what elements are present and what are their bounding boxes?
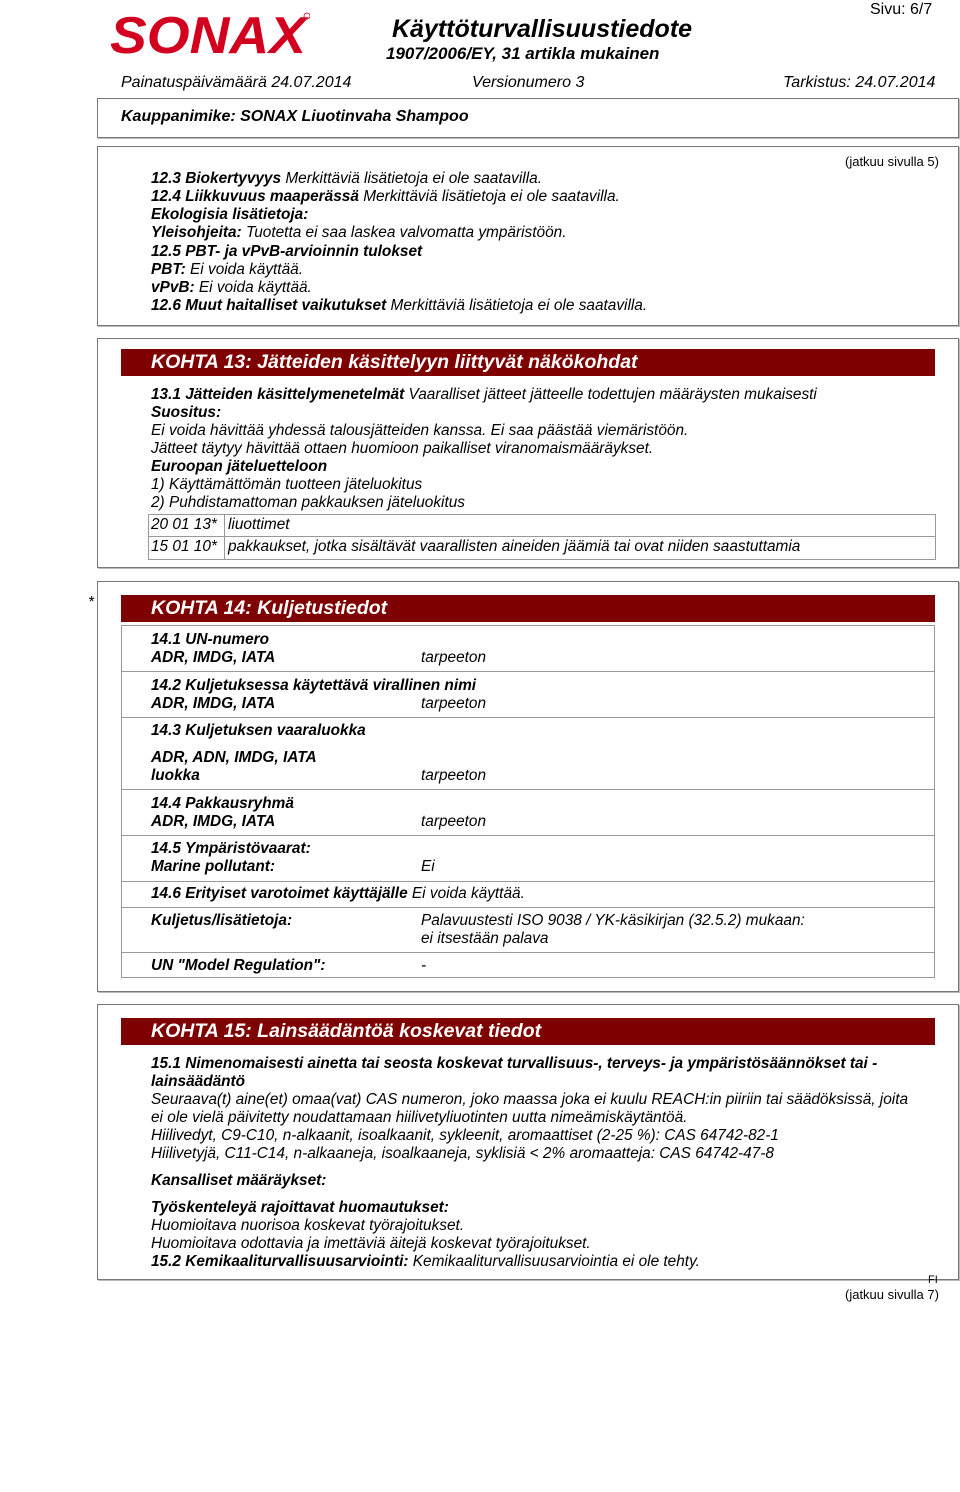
- env-hazards-title: 14.5 Ympäristövaarat:: [151, 840, 311, 857]
- un-number-title: 14.1 UN-numero: [151, 631, 270, 648]
- s12-pbt: PBT: Ei voida käyttää.: [151, 261, 303, 278]
- transport-info-value-2: ei itsestään palava: [421, 930, 549, 947]
- packing-group-title: 14.4 Pakkausryhmä: [151, 795, 294, 812]
- revision-date: Tarkistus: 24.07.2014: [783, 74, 936, 91]
- hazard-class-value: tarpeeton: [421, 767, 487, 784]
- waste-code: 20 01 13*: [151, 516, 217, 533]
- s13-local-regulations: Jätteet täytyy hävittää ottaen huomioon paikalliset viranomaismääräykset.: [151, 440, 654, 457]
- un-number-value: tarpeeton: [421, 649, 487, 666]
- s13-uncleaned-packaging: 2) Puhdistamattoman pakkauksen jäteluokitus: [151, 494, 465, 511]
- divider: [121, 952, 935, 953]
- s13-disposal-methods: 13.1 Jätteiden käsittelymenetelmät Vaaralliset jätteet jätteelle todettujen määräysten mukaisesti: [151, 386, 817, 403]
- s12-vpvb: vPvB: Ei voida käyttää.: [151, 279, 312, 296]
- special-precautions: 14.6 Erityiset varotoimet käyttäjälle Ei voida käyttää.: [151, 885, 525, 902]
- divider: [121, 881, 935, 882]
- packing-group-label: ADR, IMDG, IATA: [151, 813, 276, 830]
- un-model-regulation-label: UN "Model Regulation":: [151, 957, 326, 974]
- divider: [121, 717, 935, 718]
- language-code: FI: [928, 1274, 938, 1286]
- s15-regulations-heading: 15.1 Nimenomaisesti ainetta tai seosta koskevat turvallisuus-, terveys- ja ympäristösäännökset tai -: [151, 1055, 878, 1072]
- s15-cas-note: Seuraava(t) aine(et) omaa(vat) CAS numeron, joko maassa joka ei kuulu REACH:in piiriin tai säädöksissä, joita: [151, 1091, 909, 1108]
- s12-bioaccumulation: 12.3 Biokertyvyys Merkittäviä lisätietoja ei ole saatavilla.: [151, 170, 542, 187]
- changed-marker: *: [88, 594, 94, 611]
- trade-name: Kauppanimike: SONAX Liuotinvaha Shampoo: [121, 108, 469, 125]
- transport-info-value: Palavuustesti ISO 9038 / YK-käsikirjan (32.5.2) mukaan:: [421, 912, 805, 929]
- shipping-name-label: ADR, IMDG, IATA: [151, 695, 276, 712]
- s12-pbt-heading: 12.5 PBT- ja vPvB-arvioinnin tulokset: [151, 243, 423, 260]
- document-subtitle: 1907/2006/EY, 31 artikla mukainen: [386, 44, 660, 63]
- hazard-class-title: 14.3 Kuljetuksen vaaraluokka: [151, 722, 366, 739]
- s12-other-effects: 12.6 Muut haitalliset vaikutukset Merkittäviä lisätietoja ei ole saatavilla.: [151, 297, 648, 314]
- divider: [121, 907, 935, 908]
- page-number: Sivu: 6/7: [870, 1, 933, 18]
- s13-eu-waste-list: Euroopan jäteluetteloon: [151, 458, 328, 475]
- document-title: Käyttöturvallisuustiedote: [392, 15, 693, 43]
- section-15-banner: KOHTA 15: Lainsäädäntöä koskevat tiedot: [121, 1018, 935, 1045]
- continued-from: (jatkuu sivulla 5): [845, 154, 939, 169]
- waste-description: liuottimet: [228, 516, 290, 533]
- divider: [121, 671, 935, 672]
- s15-chemical-safety: 15.2 Kemikaaliturvallisuusarviointi: Kemikaaliturvallisuusarviointia ei ole tehty.: [151, 1253, 700, 1270]
- divider: [121, 789, 935, 790]
- s15-substance-1: Hiilivedyt, C9-C10, n-alkaanit, isoalkaanit, sykleenit, aromaattiset (2-25 %): CAS 64742-82-1: [151, 1127, 779, 1144]
- s13-no-household: Ei voida hävittää yhdessä talousjätteiden kanssa. Ei saa päästää viemäristöön.: [151, 422, 689, 439]
- table-column-divider: [224, 514, 225, 560]
- transport-info-label: Kuljetus/lisätietoja:: [151, 912, 293, 929]
- continued-on: (jatkuu sivulla 7): [845, 1287, 939, 1302]
- marine-pollutant-value: Ei: [421, 858, 435, 875]
- shipping-name-value: tarpeeton: [421, 695, 487, 712]
- print-date: Painatuspäivämäärä 24.07.2014: [121, 74, 352, 91]
- un-model-regulation-value: -: [421, 957, 427, 974]
- waste-description: pakkaukset, jotka sisältävät vaarallisten aineiden jäämiä tai ovat niiden saastuttamia: [228, 538, 801, 555]
- s15-youth-restrictions: Huomioitava nuorisoa koskevat työrajoitukset.: [151, 1217, 465, 1234]
- hazard-class-label: ADR, ADN, IMDG, IATA: [151, 749, 317, 766]
- s13-recommendation: Suositus:: [151, 404, 222, 421]
- s12-general-notes: Yleisohjeita: Tuotetta ei saa laskea valvomatta ympäristöön.: [151, 224, 567, 241]
- marine-pollutant-label: Marine pollutant:: [151, 858, 275, 875]
- section-13-banner: KOHTA 13: Jätteiden käsittelyyn liittyvät näkökohdat: [121, 349, 935, 376]
- s15-regulations-heading-2: lainsäädäntö: [151, 1073, 246, 1090]
- hazard-class-label-2: luokka: [151, 767, 200, 784]
- divider: [121, 835, 935, 836]
- s13-unused-product: 1) Käyttämättömän tuotteen jäteluokitus: [151, 476, 423, 493]
- s12-mobility: 12.4 Liikkuvuus maaperässä Merkittäviä lisätietoja ei ole saatavilla.: [151, 188, 620, 205]
- version-number: Versionumero 3: [472, 74, 585, 91]
- un-number-label: ADR, IMDG, IATA: [151, 649, 276, 666]
- s15-maternity-restrictions: Huomioitava odottavia ja imettäviä äitejä koskevat työrajoitukset.: [151, 1235, 591, 1252]
- s15-substance-2: Hiilivetyjä, C11-C14, n-alkaaneja, isoalkaaneja, syklisiä < 2% aromaatteja: CAS 64742-47-8: [151, 1145, 774, 1162]
- shipping-name-title: 14.2 Kuljetuksessa käytettävä virallinen nimi: [151, 677, 477, 694]
- s15-national-regulations: Kansalliset määräykset:: [151, 1172, 327, 1189]
- s12-eco-info: Ekologisia lisätietoja:: [151, 206, 309, 223]
- section-14-banner: KOHTA 14: Kuljetustiedot: [121, 595, 935, 622]
- waste-code: 15 01 10*: [151, 538, 217, 555]
- s15-cas-note-2: ei ole vielä päivitetty noudattamaan hiilivetyliuotinten uutta nimeämiskäytäntöä.: [151, 1109, 688, 1126]
- packing-group-value: tarpeeton: [421, 813, 487, 830]
- sonax-logo: [110, 8, 310, 58]
- logo-text: SONAX: [110, 8, 310, 58]
- s15-work-restrictions: Työskenteleyä rajoittavat huomautukset:: [151, 1199, 449, 1216]
